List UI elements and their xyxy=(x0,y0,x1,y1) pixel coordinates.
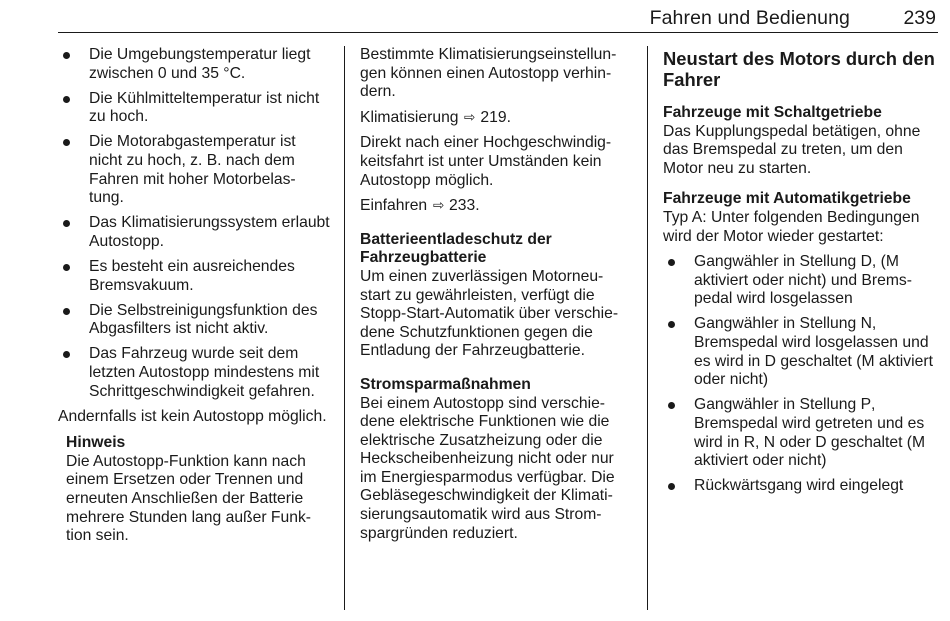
list-item: Die Umgebungstemperatur liegt zwischen 0 und 35 °C. xyxy=(58,46,330,83)
page-number: 239 xyxy=(903,7,936,29)
list-item: Die Selbstreinigungsfunktion des Abgasfilters ist nicht aktiv. xyxy=(58,302,330,339)
gear-position-label: D xyxy=(815,433,827,451)
bullet-icon xyxy=(668,483,675,490)
subheading: Fahrzeuge mit Schaltgetriebe xyxy=(663,104,882,121)
subheading: Stromsparmaßnahmen xyxy=(360,375,531,393)
reference-page: 219. xyxy=(480,108,511,126)
bullet-icon xyxy=(63,264,70,271)
reference-link[interactable]: Klimatisierung xyxy=(360,108,459,126)
note-box xyxy=(66,434,330,546)
body-paragraph: Bestimmte Klimatisierungseinstellun-gen können einen Autostopp verhin-dern. xyxy=(360,46,617,101)
note-text: Die Autostopp-Funktion kann nach einem Ersetzen oder Trennen und erneuten Anschließen der Batterie mehrere Stunden lang außer Funk-tion sein. xyxy=(66,452,312,545)
note-title: Hinweis xyxy=(66,434,126,452)
body-paragraph: Bei einem Autostopp sind verschie-dene elektrische Funktionen wie die elektrische Zusatzheizung oder die Heckscheibenheizung nicht oder nur im Energiesparmodus verfügbar. Die Gebläsegeschwindigkeit der Klimati-sierungsautomatik wird aus Strom-spargründen reduziert. xyxy=(360,394,615,542)
bullet-icon xyxy=(63,96,70,103)
reference-page: 233. xyxy=(449,197,480,215)
list-item: Gangwähler in Stellung D, (M aktiviert oder nicht) und Brems-pedal wird losgelassen xyxy=(663,253,935,309)
gear-position-label: M xyxy=(861,352,875,370)
gear-position-label: D xyxy=(860,253,872,271)
column-divider xyxy=(647,46,648,610)
list-item: Gangwähler in Stellung P, Bremspedal wird getreten und es wird in R, N oder D geschaltet (M aktiviert oder nicht) xyxy=(663,396,935,470)
list-item: Das Fahrzeug wurde seit dem letzten Autostopp mindestens mit Schrittgeschwindigkeit gefahren. xyxy=(58,345,330,401)
list-item: Die Kühlmitteltemperatur ist nicht zu hoch. xyxy=(58,90,330,127)
page-ref-arrow-icon: ⇨ xyxy=(432,198,444,214)
subheading: Fahrzeuge mit Automatikgetriebe xyxy=(663,190,911,208)
gear-position-label: D xyxy=(764,352,776,370)
list-item: Gangwähler in Stellung N, Bremspedal wird losgelassen und es wird in D geschaltet (M aktiviert oder nicht) xyxy=(663,315,935,389)
cross-reference xyxy=(360,109,632,128)
gear-position-label: R xyxy=(743,433,756,451)
body-paragraph: Um einen zuverlässigen Motorneu-start zu gewährleisten, verfügt die Stopp-Start-Automatik über verschie-dene Schutzfunktionen gegen die Entladung der Fahrzeugbatterie. xyxy=(360,267,619,360)
page-header xyxy=(58,6,938,33)
column-3 xyxy=(663,46,935,502)
gear-position-label: N xyxy=(763,433,776,451)
list-item: Rückwärtsgang wird eingelegt xyxy=(663,477,935,496)
column-divider xyxy=(344,46,345,610)
bullet-icon xyxy=(63,308,70,315)
gear-position-label: N xyxy=(860,315,872,333)
body-paragraph: Typ A: Unter folgenden Bedingungen wird der Motor wieder gestartet: xyxy=(663,208,920,245)
gear-position-label: M xyxy=(912,433,926,451)
subheading: Batterieentladeschutz der Fahrzeugbatterie xyxy=(360,230,552,267)
restart-condition-list xyxy=(663,253,935,496)
cross-reference xyxy=(360,197,632,216)
body-paragraph: Das Kupplungspedal betätigen, ohne das Bremspedal zu treten, um den Motor neu zu starten. xyxy=(663,122,921,177)
list-item: Es besteht ein ausreichendes Bremsvakuum. xyxy=(58,258,330,295)
column-1 xyxy=(58,46,330,546)
bullet-icon xyxy=(668,321,675,328)
bullet-icon xyxy=(668,259,675,266)
bullet-icon xyxy=(63,220,70,227)
condition-list xyxy=(58,46,330,401)
bullet-icon xyxy=(63,52,70,59)
body-paragraph: Direkt nach einer Hochgeschwindig-keitsfahrt ist unter Umständen kein Autostopp möglich. xyxy=(360,134,612,189)
body-paragraph: Andernfalls ist kein Autostopp möglich. xyxy=(58,407,327,425)
reference-link[interactable]: Einfahren xyxy=(360,197,428,215)
list-item: Das Klimatisierungssystem erlaubt Autostopp. xyxy=(58,214,330,251)
gear-position-label: M xyxy=(885,253,899,271)
page-ref-arrow-icon: ⇨ xyxy=(463,110,476,125)
bullet-icon xyxy=(668,402,675,409)
gear-position-label: P xyxy=(860,396,872,414)
section-heading: Neustart des Motors durch den Fahrer xyxy=(663,48,935,90)
bullet-icon xyxy=(63,139,70,146)
section-title: Fahren und Bedienung xyxy=(649,7,850,29)
bullet-icon xyxy=(63,351,70,358)
list-item: Die Motorabgastemperatur ist nicht zu hoch, z. B. nach dem Fahren mit hoher Motorbelas-tung. xyxy=(58,133,330,207)
column-2 xyxy=(360,46,632,550)
